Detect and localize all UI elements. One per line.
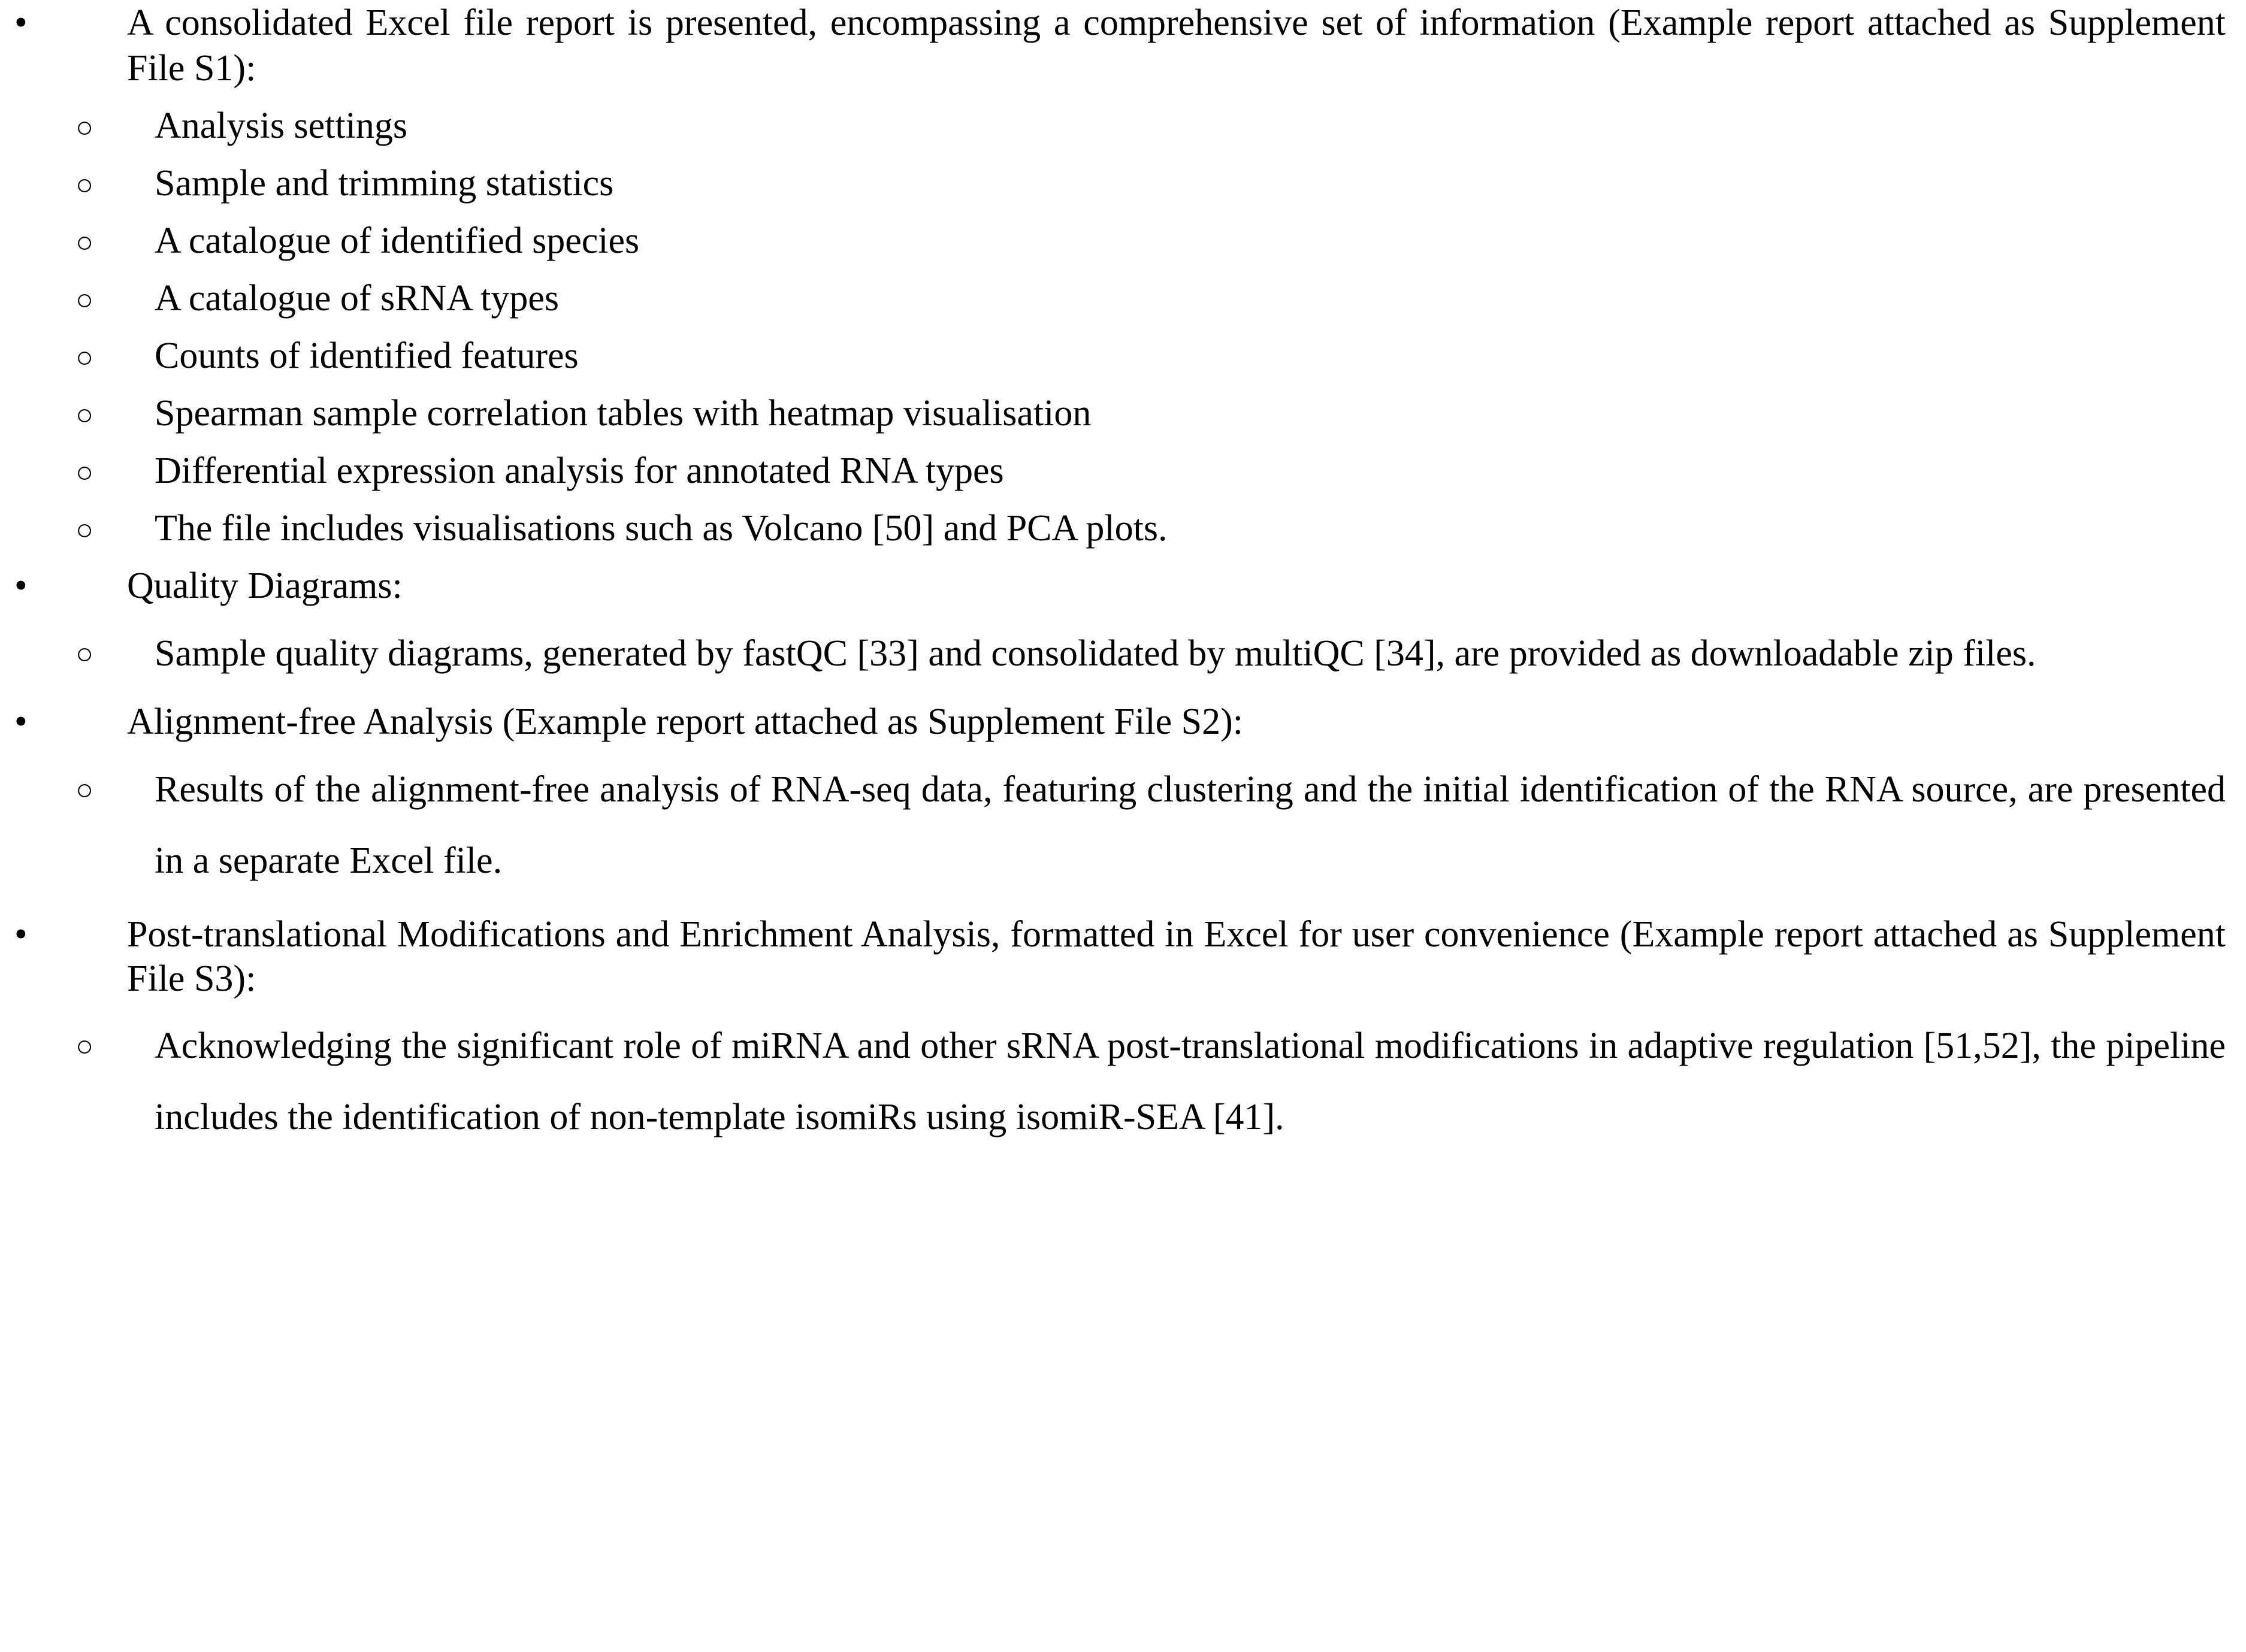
bullet-circle-icon: ○ [75, 1029, 94, 1063]
bullet-filled-icon: • [14, 701, 28, 742]
list-item-text: Post-translational Modifications and Enrichment Analysis, formatted in Excel for user convenience (Example report attached as Supplement File S3): [127, 914, 2226, 999]
list-item-text: The file includes visualisations such as Volcano [50] and PCA plots. [155, 508, 1168, 549]
list-item [0, 161, 2246, 206]
bullet-circle-icon: ○ [75, 513, 94, 546]
bullet-circle-icon: ○ [75, 340, 94, 374]
list-item [0, 1010, 2246, 1153]
list-item-text: Sample and trimming statistics [155, 163, 614, 204]
list-item-text: Results of the alignment-free analysis of RNA-seq data, featuring clustering and the initial identification of the RNA source, are presented in a separate Excel file. [155, 769, 2226, 881]
list-item-text: Acknowledging the significant role of miRNA and other sRNA post-translational modifications in adaptive regulation [51,52], the pipeline includes the identification of non-template isomiRs using isomiR-SEA [41]. [155, 1025, 2226, 1137]
list-item [0, 0, 2246, 91]
list-item-text: A catalogue of sRNA types [155, 278, 560, 319]
bullet-circle-icon: ○ [75, 773, 94, 806]
bullet-circle-icon: ○ [75, 398, 94, 431]
list-item [0, 563, 2246, 609]
list-item [0, 333, 2246, 379]
list-item [0, 103, 2246, 149]
bullet-circle-icon: ○ [75, 455, 94, 489]
list-item [0, 448, 2246, 494]
bullet-circle-icon: ○ [75, 168, 94, 201]
list-item-text: Alignment-free Analysis (Example report attached as Supplement File S2): [127, 701, 1243, 742]
list-item [0, 912, 2246, 1001]
bullet-circle-icon: ○ [75, 283, 94, 316]
bullet-filled-icon: • [14, 914, 28, 955]
bullet-circle-icon: ○ [75, 225, 94, 259]
bullet-circle-icon: ○ [75, 110, 94, 144]
bullet-circle-icon: ○ [75, 637, 94, 670]
list-item [0, 218, 2246, 264]
list-item [0, 754, 2246, 897]
list-item-text: Spearman sample correlation tables with heatmap visualisation [155, 393, 1092, 434]
list-item [0, 276, 2246, 321]
list-item-text: Counts of identified features [155, 335, 579, 376]
list-item-text: Analysis settings [155, 105, 407, 146]
list-item [0, 391, 2246, 436]
list-item-text: Sample quality diagrams, generated by fastQC [33] and consolidated by multiQC [34], are provided as downloadable zip files. [155, 633, 2036, 674]
list-item [0, 699, 2246, 745]
bullet-filled-icon: • [14, 565, 28, 606]
list-item-text: Differential expression analysis for annotated RNA types [155, 450, 1004, 491]
list-item-text: Quality Diagrams: [127, 565, 403, 606]
list-item-text: A consolidated Excel file report is presented, encompassing a comprehensive set of information (Example report attached as Supplement File S1): [127, 2, 2226, 89]
list-item [0, 506, 2246, 551]
list-item-text: A catalogue of identified species [155, 220, 640, 261]
list-item [0, 618, 2246, 689]
bullet-filled-icon: • [14, 2, 28, 43]
